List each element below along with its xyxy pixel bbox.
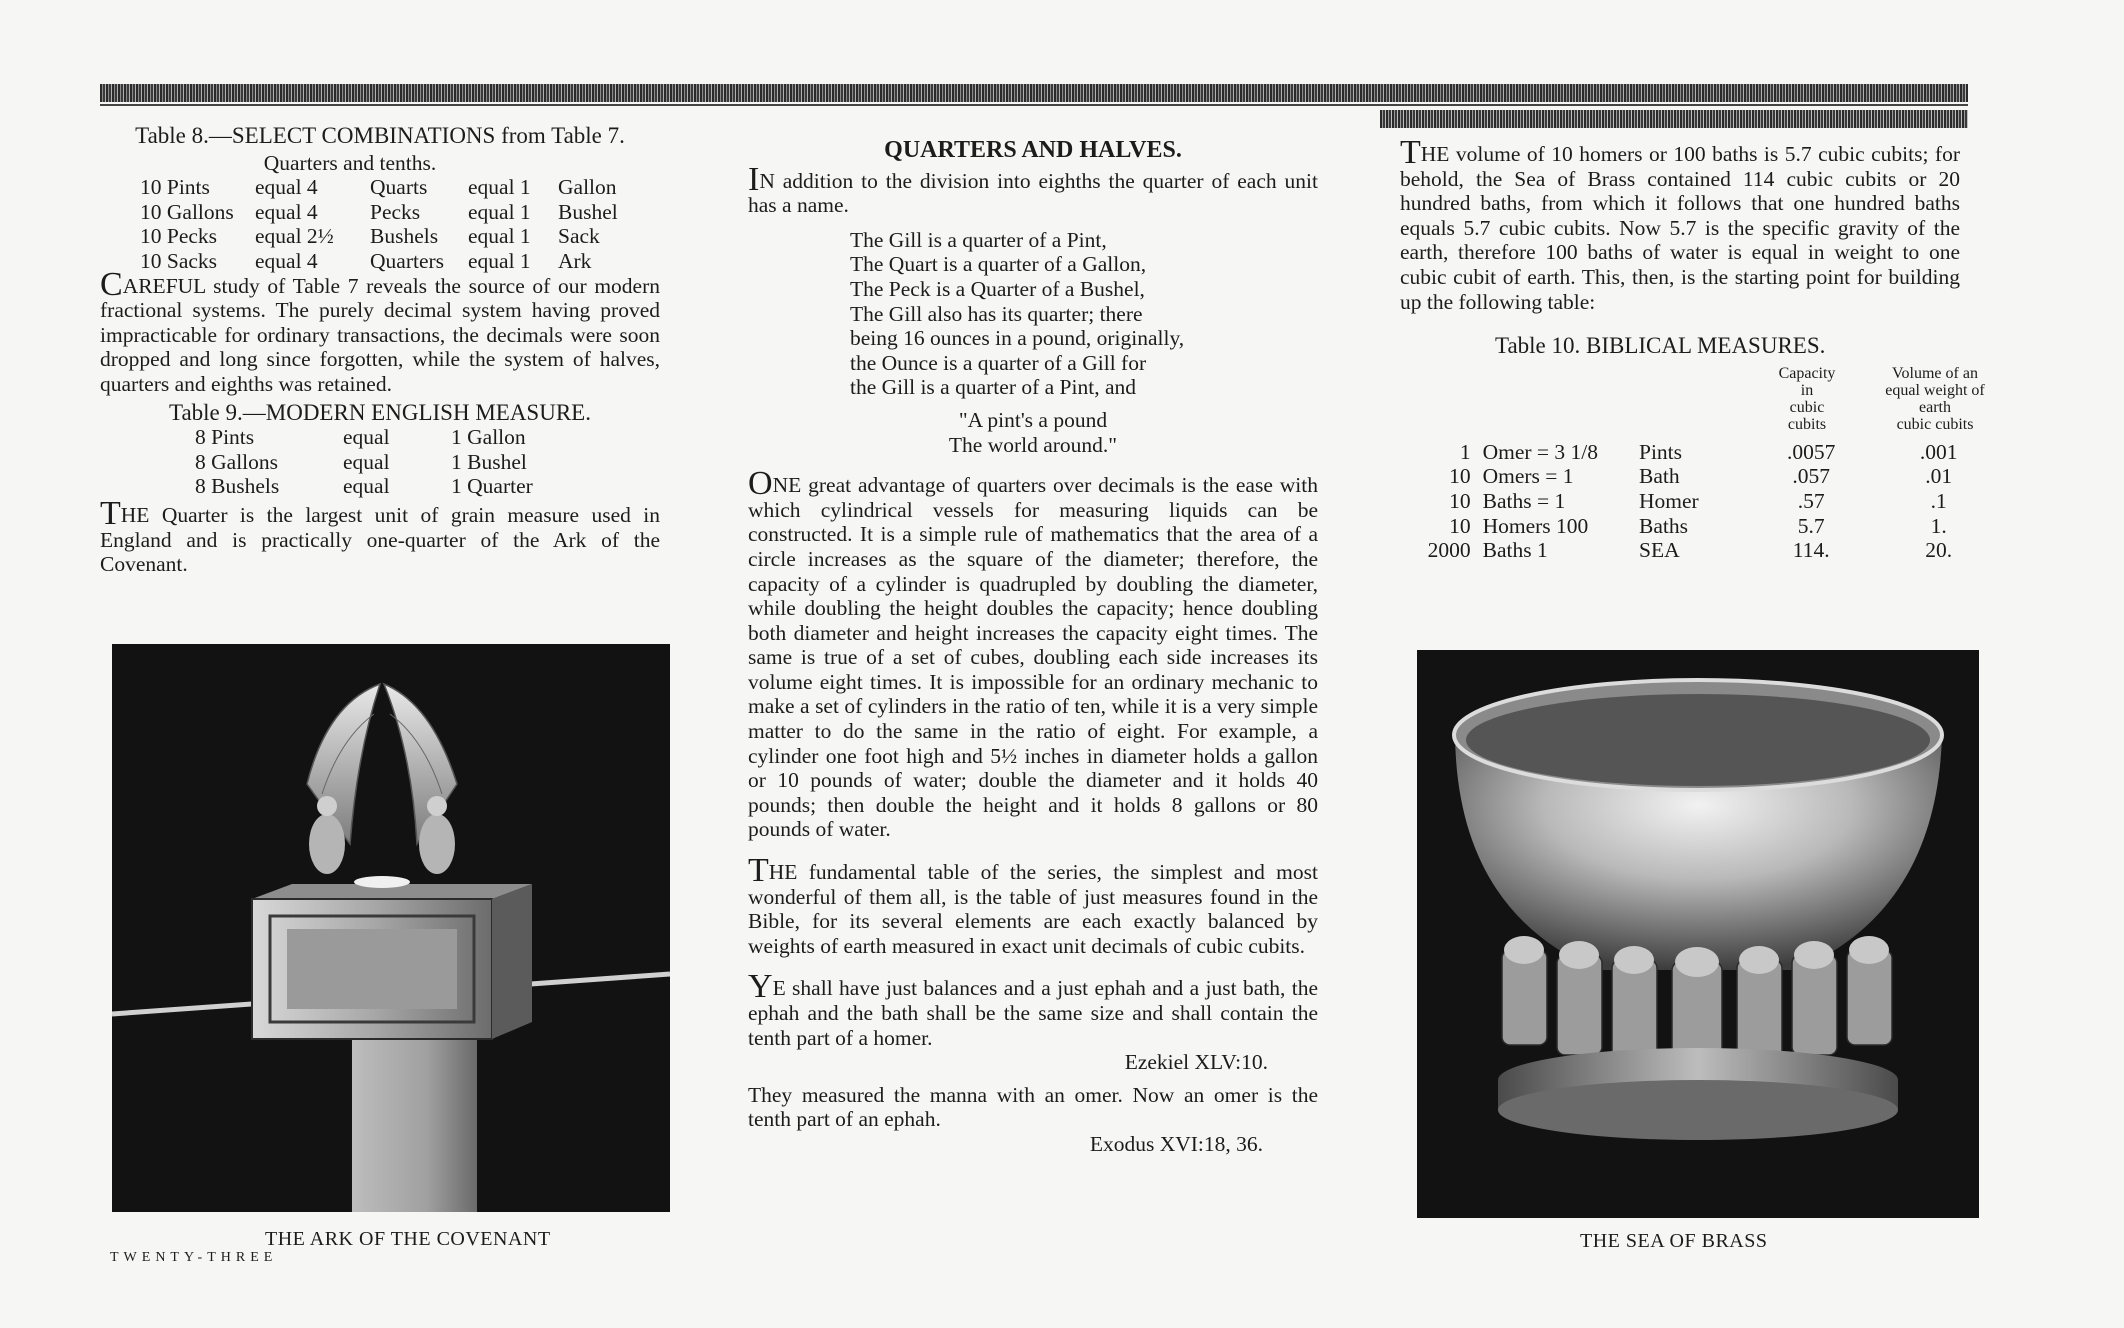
table10-row-cell: Baths = 1 [1482, 488, 1566, 513]
table10-title: Table 10. BIBLICAL MEASURES. [1495, 333, 1826, 359]
table8-row [140, 249, 628, 274]
table8-row-cell: Gallon [558, 175, 617, 200]
table10-row-cell: Omer = 3 1/8 [1482, 439, 1599, 464]
table8 [140, 175, 628, 273]
table10-row-cell: 10 [1449, 488, 1471, 513]
table8-row-cell: equal 1 [468, 175, 531, 200]
table10-row-cell: Homers 100 [1482, 513, 1589, 538]
saying-line: The world around." [948, 432, 1118, 457]
sea-of-brass-image [1417, 650, 1979, 1218]
table10-row-cell: .01 [1925, 464, 1953, 489]
table9-row-cell: 1 Quarter [451, 474, 533, 499]
table8-row-cell: equal 1 [468, 248, 531, 273]
table8-row-cell: 10 Gallons [140, 199, 234, 224]
table10-header [1400, 359, 2000, 434]
table10-row-cell: .57 [1797, 488, 1825, 513]
table10-row [1412, 464, 2000, 489]
table8-subtitle: Quarters and tenths. [263, 150, 437, 175]
table8-row-cell: Ark [558, 248, 592, 273]
table10-row-cell: Baths [1638, 513, 1688, 538]
table10-row-cell: .057 [1792, 464, 1830, 489]
table10 [1412, 440, 2000, 563]
fundamental-text: HE fundamental table of the series, the simplest and most wonderful of them all, is the table of just measures found in the Bible, for its several elements are each exactly balanced by weights of earth measured in exact unit decimals of cubic cubits. [748, 860, 1318, 958]
table10-row-cell: .0057 [1786, 439, 1836, 464]
table9-row-cell: 8 Pints [195, 425, 255, 450]
column-left [100, 124, 660, 577]
dropcap-t3: T [1400, 134, 1421, 171]
table10-row-cell: Omers = 1 [1482, 464, 1574, 489]
column-center [748, 138, 1318, 1157]
capacity-header: Capacity in cubic cubits [1778, 364, 1836, 433]
page-number: TWENTY-THREE [110, 1250, 278, 1265]
table9-row-cell: equal [343, 425, 390, 450]
top-rule [100, 84, 1968, 102]
poem-line: The Gill is a quarter of a Pint, [850, 227, 1107, 252]
table10-row-cell: SEA [1638, 538, 1680, 563]
saying [748, 408, 1318, 457]
table9-row-cell: 8 Bushels [195, 474, 280, 499]
table10-row-cell: 114. [1792, 538, 1830, 563]
quarter-text: HE Quarter is the largest unit of grain measure used in England and is practically one-quarter of the Ark of the Covenant. [100, 502, 660, 577]
dropcap-y: Y [748, 968, 773, 1006]
table8-row [140, 224, 628, 249]
table9-row-cell: 1 Bushel [451, 449, 527, 474]
poem-line: the Ounce is a quarter of a Gill for [850, 350, 1147, 375]
table10-row-cell: 1 [1459, 439, 1471, 464]
table8-row-cell: 10 Sacks [140, 248, 218, 273]
volume-text: HE volume of 10 homers or 100 baths is 5.7 cubic cubits; for behold, the Sea of Brass contained 114 cubic cubits or 20 hundred baths, from which it follows that one hundred baths equals 5.7 cubic cubits. Now 5.7 is the specific gravity of the earth, therefore 100 baths of water is equal in weight to one cubic cubit of earth. This, then, is the starting point for building up the following table: [1400, 142, 1960, 314]
saying-line: "A pint's a pound [958, 407, 1108, 432]
table10-row-cell: 5.7 [1797, 513, 1825, 538]
table10-row-cell: 2000 [1427, 538, 1471, 563]
table9-row [195, 450, 581, 475]
table10-row [1412, 440, 2000, 465]
top-rule-right [1380, 110, 1968, 128]
table8-row-cell: Quarts [370, 175, 428, 200]
ezekiel-ref: Ezekiel XLV:10. [1124, 1050, 1268, 1075]
table8-row-cell: Sack [558, 224, 600, 249]
table10-row-cell: 10 [1449, 464, 1471, 489]
table8-row [140, 200, 628, 225]
intro-text: N addition to the division into eighths the quarter of each unit has a name. [748, 168, 1318, 218]
table9 [195, 425, 581, 499]
volume-header: Volume of an equal weight of earth cubic cubits [1885, 364, 1985, 433]
table10-row-cell: 20. [1925, 538, 1953, 563]
table10-row-cell: Pints [1638, 439, 1683, 464]
table10-row-cell: .001 [1919, 439, 1958, 464]
table9-row-cell: 1 Gallon [451, 425, 526, 450]
table8-row-cell: Pecks [370, 199, 421, 224]
table9-title: Table 9.—MODERN ENGLISH MEASURE. [169, 399, 591, 425]
ark-of-covenant-image [112, 644, 670, 1212]
table10-row [1412, 489, 2000, 514]
one-text: NE great advantage of quarters over decimals is the ease with which cylindrical vessels for measuring liquids can be constructed. It is a simple rule of mathematics that the area of a circle increases as the square of the diameter; therefore, the capacity of a cylinder is quadrupled by doubling the diameter, while doubling the height doubles the capacity; hence doubling both diameter and height increases the capacity eight times. The same is true of a set of cubes, doubling each side increases its volume eight times. It is impossible for an ordinary mechanic to make a set of cylinders in the ratio of ten, while it is a very simple matter to do the same in the ratio of eight. For example, a cylinder one foot high and 5½ inches in diameter holds a gallon or 10 pounds of water; double the diameter and it holds 40 pounds; then double the height and it holds 8 gallons or 80 pounds of water. [748, 473, 1318, 842]
table10-row-cell: Bath [1638, 464, 1680, 489]
table9-row [195, 425, 581, 450]
intro-paragraph [748, 160, 1318, 218]
column-right [1400, 134, 2000, 563]
table8-row-cell: equal 2½ [255, 224, 334, 249]
table8-title: Table 8.—SELECT COMBINATIONS from Table 7. [135, 123, 625, 148]
table9-row [195, 474, 581, 499]
table10-row-cell: .1 [1930, 488, 1947, 513]
ye-paragraph [748, 968, 1318, 1050]
poem-line: the Gill is a quarter of a Pint, and [850, 375, 1136, 400]
table8-row-cell: equal 4 [255, 248, 318, 273]
dropcap-t2: T [748, 852, 769, 890]
dropcap-c: C [100, 265, 123, 303]
sea-caption: THE SEA OF BRASS [1580, 1230, 1768, 1252]
table10-row-cell: Homer [1638, 488, 1699, 513]
table9-row-cell: equal [343, 449, 390, 474]
dropcap-t: T [100, 494, 121, 532]
ye-text: E shall have just balances and a just ephah and a just bath, the ephah and the bath shall be the same size and shall contain the tenth part of a homer. [748, 976, 1318, 1050]
table10-row-cell: 1. [1930, 513, 1947, 538]
table8-row-cell: 10 Pints [140, 175, 210, 200]
quarters-halves-heading: QUARTERS AND HALVES. [884, 137, 1182, 163]
poem-line: The Quart is a quarter of a Gallon, [850, 252, 1147, 277]
dropcap-i: I [748, 160, 760, 198]
table8-row-cell: Quarters [370, 248, 445, 273]
table8-row-cell: Bushel [558, 199, 618, 224]
table8-row-cell: 10 Pecks [140, 224, 218, 249]
table8-row-cell: equal 4 [255, 175, 318, 200]
poem-line: The Gill also has its quarter; there [850, 301, 1143, 326]
exodus-ref: Exodus XVI:18, 36. [1089, 1131, 1263, 1156]
table8-row [140, 175, 628, 200]
table9-row-cell: 8 Gallons [195, 449, 279, 474]
table8-row-cell: Bushels [370, 224, 439, 249]
poem-line: being 16 ounces in a pound, originally, [850, 326, 1185, 351]
careful-text: AREFUL study of Table 7 reveals the source of our modern fractional systems. The purely decimal system having proved impracticable for ordinary transactions, the decimals were soon dropped and long since forgotten, while the system of halves, quarters and eighths was retained. [100, 273, 660, 396]
ark-caption: THE ARK OF THE COVENANT [265, 1228, 551, 1250]
table10-row [1412, 538, 2000, 563]
poem-line: The Peck is a Quarter of a Bushel, [850, 276, 1145, 301]
table10-row [1412, 514, 2000, 539]
top-rule-line [100, 104, 1968, 106]
careful-paragraph [100, 265, 660, 397]
fundamental-paragraph [748, 852, 1318, 958]
volume-paragraph [1400, 134, 1960, 314]
table8-row-cell: equal 1 [468, 224, 531, 249]
dropcap-o: O [748, 465, 773, 503]
table10-row-cell: 10 [1449, 513, 1471, 538]
table8-row-cell: equal 1 [468, 199, 531, 224]
table9-row-cell: equal [343, 474, 390, 499]
poem [850, 228, 1318, 400]
table8-row-cell: equal 4 [255, 199, 318, 224]
table10-row-cell: Baths 1 [1482, 538, 1548, 563]
quarter-paragraph [100, 494, 660, 577]
one-advantage-paragraph [748, 465, 1318, 842]
manna-paragraph: They measured the manna with an omer. Now an omer is the tenth part of an ephah. [748, 1082, 1318, 1132]
